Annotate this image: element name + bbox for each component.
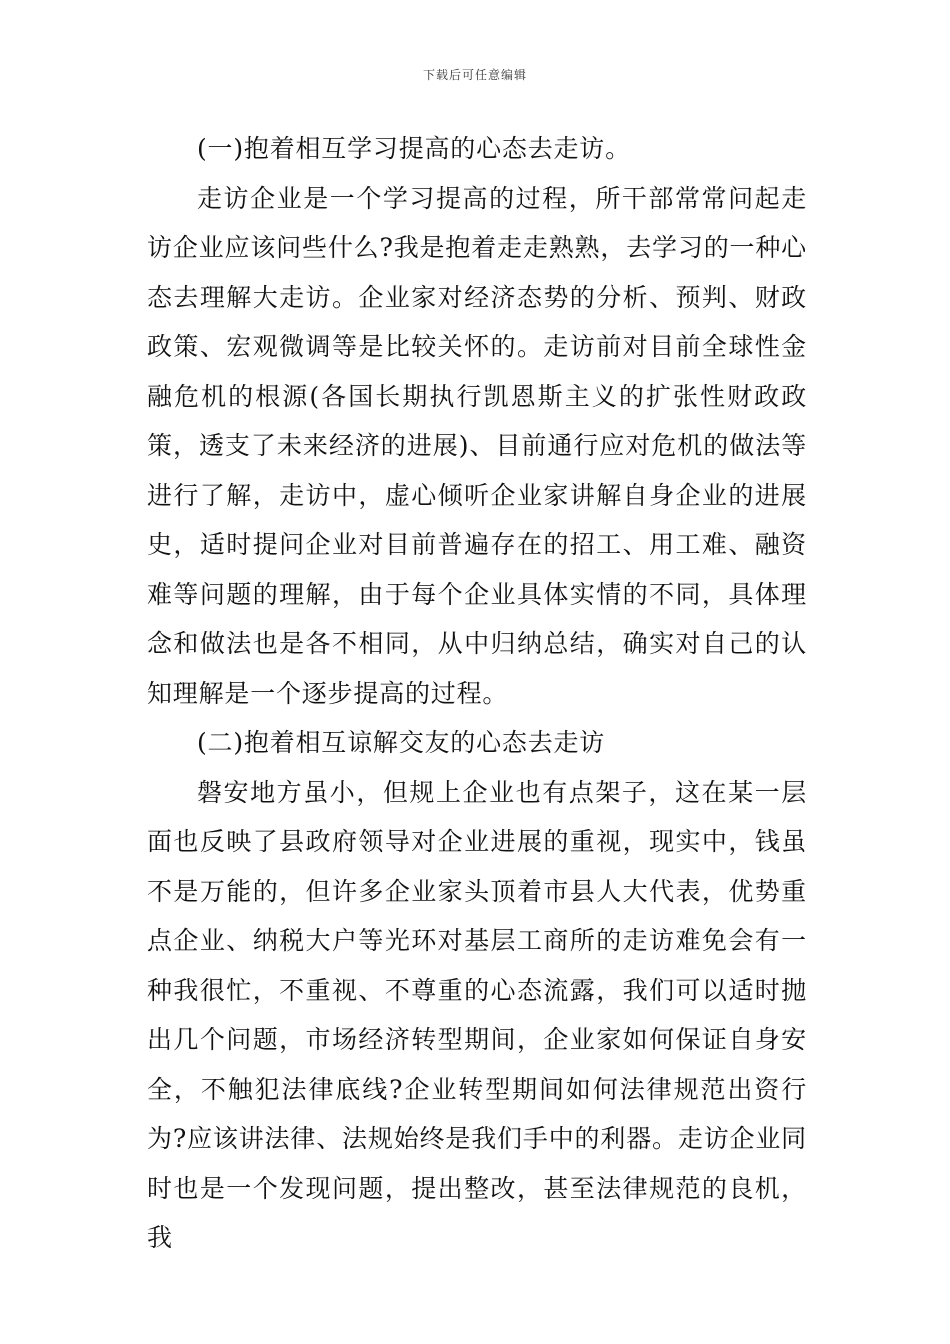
- page-header: 下载后可任意编辑: [422, 68, 527, 82]
- body-paragraph-1: 走访企业是一个学习提高的过程，所干部常常问起走访企业应该问些什么?我是抱着走走熟熟，去学习的一种心态去理解大走访。企业家对经济态势的分析、预判、财政政策、宏观微调等是比较关怀的。走访前对目前全球性金融危机的根源(各国长期执行凯恩斯主义的扩张性财政政策，透支了未来经济的进展)、目前通行应对危机的做法等进行了解，走访中，虚心倾听企业家讲解自身企业的进展史，适时提问企业对目前普遍存在的招工、用工难、融资难等问题的理解，由于每个企业具体实情的不同，具体理念和做法也是各不相同，从中归纳总结，确实对自己的认知理解是一个逐步提高的过程。: [147, 183, 807, 708]
- document-body: [147, 124, 807, 1252]
- section-heading-2: (二)抱着相互谅解交友的心态去走访: [197, 728, 606, 757]
- section-heading-1: (一)抱着相互学习提高的心态去走访。: [197, 134, 631, 163]
- body-paragraph-2: 磐安地方虽小，但规上企业也有点架子，这在某一层面也反映了县政府领导对企业进展的重视，现实中，钱虽不是万能的，但许多企业家头顶着市县人大代表，优势重点企业、纳税大户等光环对基层工商所的走访难免会有一种我很忙，不重视、不尊重的心态流露，我们可以适时抛出几个问题，市场经济转型期间，企业家如何保证自身安全，不触犯法律底线?企业转型期间如何法律规范出资行为?应该讲法律、法规始终是我们手中的利器。走访企业同时也是一个发现问题，提出整改，甚至法律规范的良机，我: [147, 777, 807, 1252]
